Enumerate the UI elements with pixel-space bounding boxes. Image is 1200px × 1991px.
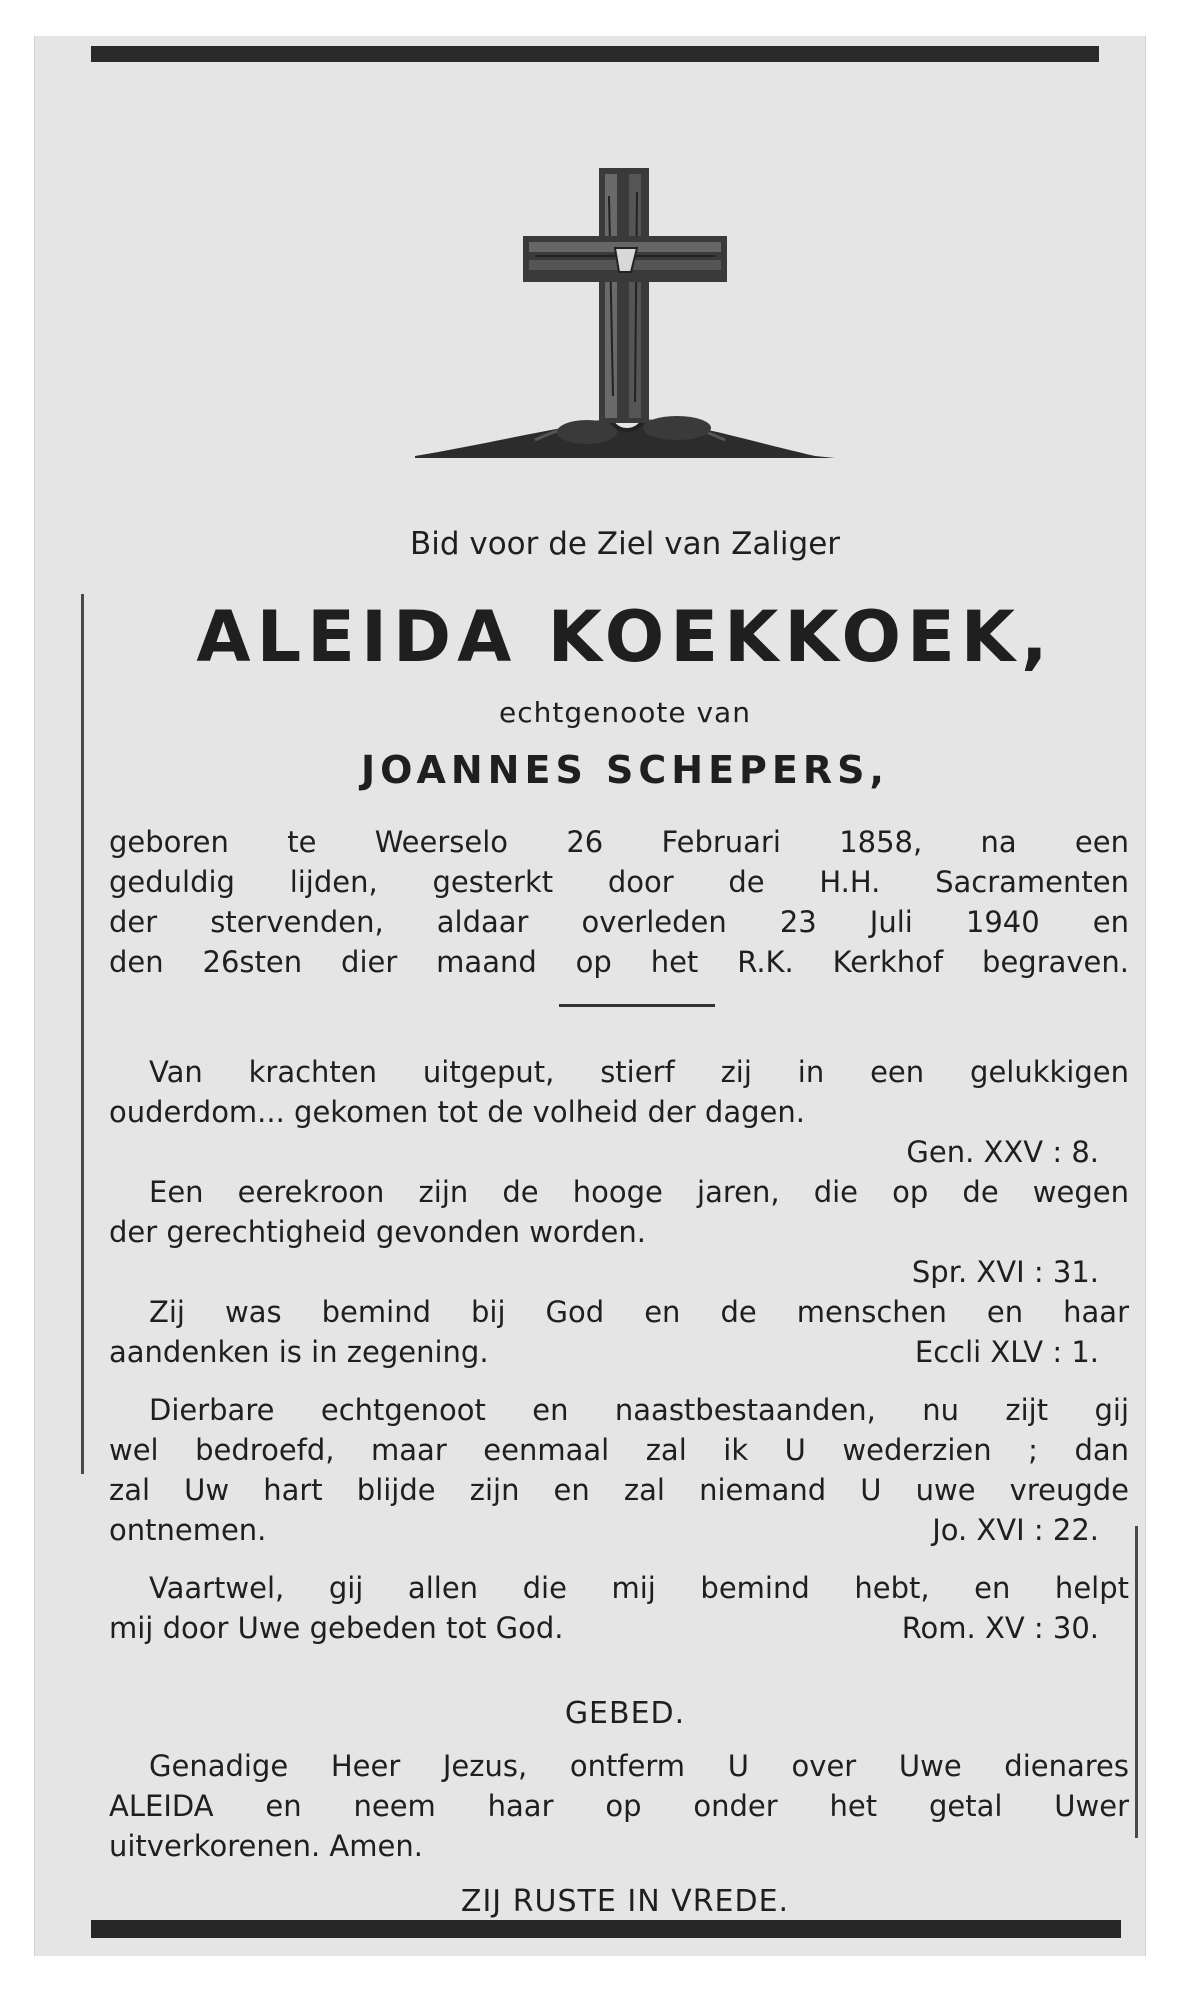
quote-reference: Rom. XV : 30. (901, 1611, 1099, 1645)
quote-line: mij door Uwe gebeden tot God. (109, 1611, 564, 1645)
quote-line: zal Uw hart blijde zijn en zal niemand U uwe vreugde (109, 1473, 1129, 1507)
top-border-rule (91, 46, 1099, 62)
bio-line: geduldig lijden, gesterkt door de H.H. Sacramenten (109, 865, 1129, 899)
bio-line: der stervenden, aldaar overleden 23 Juli 1940 en (109, 905, 1129, 939)
quote-reference: Jo. XVI : 22. (932, 1513, 1099, 1547)
prayer-line: ALEIDA en neem haar op onder het getal Uwer (109, 1789, 1129, 1823)
biography (109, 822, 1129, 982)
quote-line: Dierbare echtgenoot en naastbestaanden, nu zijt gij (149, 1393, 1129, 1427)
bio-line: geboren te Weerselo 26 Februari 1858, na een (109, 825, 1129, 859)
divider-rule (559, 1004, 715, 1007)
quote-line-with-ref (109, 1332, 1129, 1372)
quote-reference: Eccli XLV : 1. (914, 1335, 1099, 1369)
quote-line: Vaartwel, gij allen die mij bemind hebt, en helpt (149, 1571, 1129, 1605)
spouse-name: JOANNES SCHEPERS, (361, 748, 889, 792)
quote-line: ontnemen. (109, 1513, 267, 1547)
closing-line: ZIJ RUSTE IN VREDE. (460, 1884, 790, 1919)
quote-line: der gerechtigheid gevonden worden. (109, 1215, 646, 1249)
quote-reference: Spr. XVI : 31. (911, 1255, 1099, 1289)
scripture-quote (109, 1172, 1129, 1292)
quote-line: Een eerekroon zijn de hooge jaren, die op de wegen (149, 1175, 1129, 1209)
quote-reference: Gen. XXV : 8. (906, 1135, 1099, 1169)
scripture-quote (109, 1052, 1129, 1172)
quote-line: Van krachten uitgeput, stierf zij in een gelukkigen (149, 1055, 1129, 1089)
scripture-quote (109, 1390, 1129, 1550)
bottom-border-rule (91, 1920, 1121, 1938)
quote-line: aandenken is in zegening. (109, 1335, 489, 1369)
quote-line: Zij was bemind bij God en de menschen en haar (149, 1295, 1129, 1329)
spouse-intro: echtgenoote van (499, 696, 751, 729)
prayer-line: uitverkorenen. Amen. (109, 1829, 423, 1863)
quote-line-with-ref (109, 1608, 1129, 1648)
prayer-text (109, 1746, 1129, 1866)
quote-line-with-ref (109, 1510, 1129, 1550)
prayer-title: GEBED. (564, 1696, 686, 1731)
cross-icon (415, 156, 855, 476)
left-margin-line (81, 594, 84, 1474)
right-margin-line (1135, 1526, 1138, 1838)
intro-line: Bid voor de Ziel van Zaliger (409, 526, 841, 562)
quote-line: ouderdom... gekomen tot de volheid der dagen. (109, 1095, 805, 1129)
scripture-quote (109, 1568, 1129, 1648)
scripture-quote (109, 1292, 1129, 1372)
deceased-name: ALEIDA KOEKKOEK, (196, 596, 1054, 678)
prayer-card (34, 36, 1146, 1956)
quote-line: wel bedroefd, maar eenmaal zal ik U wederzien ; dan (109, 1433, 1129, 1467)
prayer-line: Genadige Heer Jezus, ontferm U over Uwe dienares (149, 1749, 1129, 1783)
bio-line: den 26sten dier maand op het R.K. Kerkhof begraven. (109, 945, 1129, 979)
